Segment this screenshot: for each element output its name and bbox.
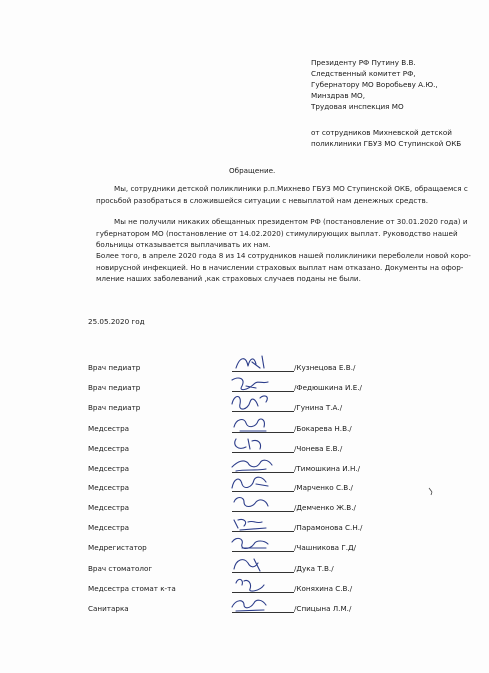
handwritten-signature <box>226 593 288 619</box>
body-line: Мы, сотрудники детской поликлиники р.п.Михнево ГБУЗ МО Ступинской ОКБ, обращаемся с <box>114 184 468 193</box>
body-line: мление наших заболеваний ,как страховых случаев поданы не были. <box>96 274 361 284</box>
body-paragraph <box>96 216 481 251</box>
signatory-role: Медсестра <box>88 483 130 492</box>
addressee-line: Следственный комитет РФ, <box>311 69 416 78</box>
body-line: губернатором МО (постановление от 14.02.2020) стимулирующих выплат. Руководство нашей <box>96 228 458 238</box>
document-title: Обращение. <box>229 166 276 175</box>
addressee-line: Минздрав МО, <box>311 91 365 100</box>
body-line: Мы не получили никаких обещанных президентом РФ (постановление от 30.01.2020 года) и <box>114 217 468 226</box>
signatory-role: Медсестра <box>88 503 130 512</box>
body-paragraph <box>96 250 481 285</box>
signatory-role: Врач педиатр <box>88 363 141 372</box>
signatory-role: Санитарка <box>88 604 129 613</box>
signatory-name: /Гунина Т.А./ <box>294 403 343 412</box>
signatory-name: /Демченко Ж.В./ <box>294 503 356 512</box>
signatory-role: Врач педиатр <box>88 383 141 392</box>
stray-mark <box>427 486 437 496</box>
signatory-name: /Кузнецова Е.В./ <box>294 363 356 372</box>
sender-line: поликлиники ГБУЗ МО Ступинской ОКБ <box>311 139 462 148</box>
signatory-role: Медсестра <box>88 464 130 473</box>
signatory-role: Медсестра <box>88 444 130 453</box>
body-line: Более того, в апреле 2020 года 8 из 14 сотрудников нашей поликлиники переболели новой коро- <box>96 251 471 260</box>
signatory-role: Медсестра <box>88 424 130 433</box>
signatory-name: /Дука Т.В./ <box>294 564 334 573</box>
signatory-role: Врач стоматолог <box>88 564 153 573</box>
signatory-name: /Спицына Л.М./ <box>294 604 352 613</box>
addressee-line: Губернатору МО Воробьеву А.Ю., <box>311 80 438 89</box>
signatory-name: /Федюшкина И.Е./ <box>294 383 362 392</box>
addressee-line: Трудовая инспекция МО <box>311 102 404 111</box>
sender-block <box>311 128 461 150</box>
signatory-name: /Бокарева Н.В./ <box>294 424 352 433</box>
signatory-name: /Парамонова С.Н./ <box>294 523 363 532</box>
sender-line: от сотрудников Михневской детской <box>311 128 452 137</box>
body-paragraph <box>96 183 481 206</box>
addressee-block <box>311 58 438 113</box>
signatory-role: Врач педиатр <box>88 403 141 412</box>
signatory-role: Медсестра стомат к-та <box>88 584 176 593</box>
signatory-name: /Марченко С.В./ <box>294 483 353 492</box>
signatory-name: /Чонева Е.В./ <box>294 444 343 453</box>
signatory-name: /Чашникова Г.Д/ <box>294 543 357 552</box>
document-date: 25.05.2020 год <box>88 317 145 326</box>
addressee-line: Президенту РФ Путину В.В. <box>311 58 416 67</box>
body-line: больницы отказывается выплачивать их нам. <box>96 240 271 250</box>
signatory-name: /Тимошкина И.Н./ <box>294 464 361 473</box>
signatory-role: Медрегистатор <box>88 543 147 552</box>
signature-row <box>0 599 489 619</box>
signatory-name: /Коняхина С.В./ <box>294 584 353 593</box>
body-line: просьбой разобраться в сложившейся ситуации с невыплатой нам денежных средств. <box>96 195 429 205</box>
body-line: новирусной инфекцией. Но в начислении страховых выплат нам отказано. Документы на офор- <box>96 262 464 272</box>
signatory-role: Медсестра <box>88 523 130 532</box>
